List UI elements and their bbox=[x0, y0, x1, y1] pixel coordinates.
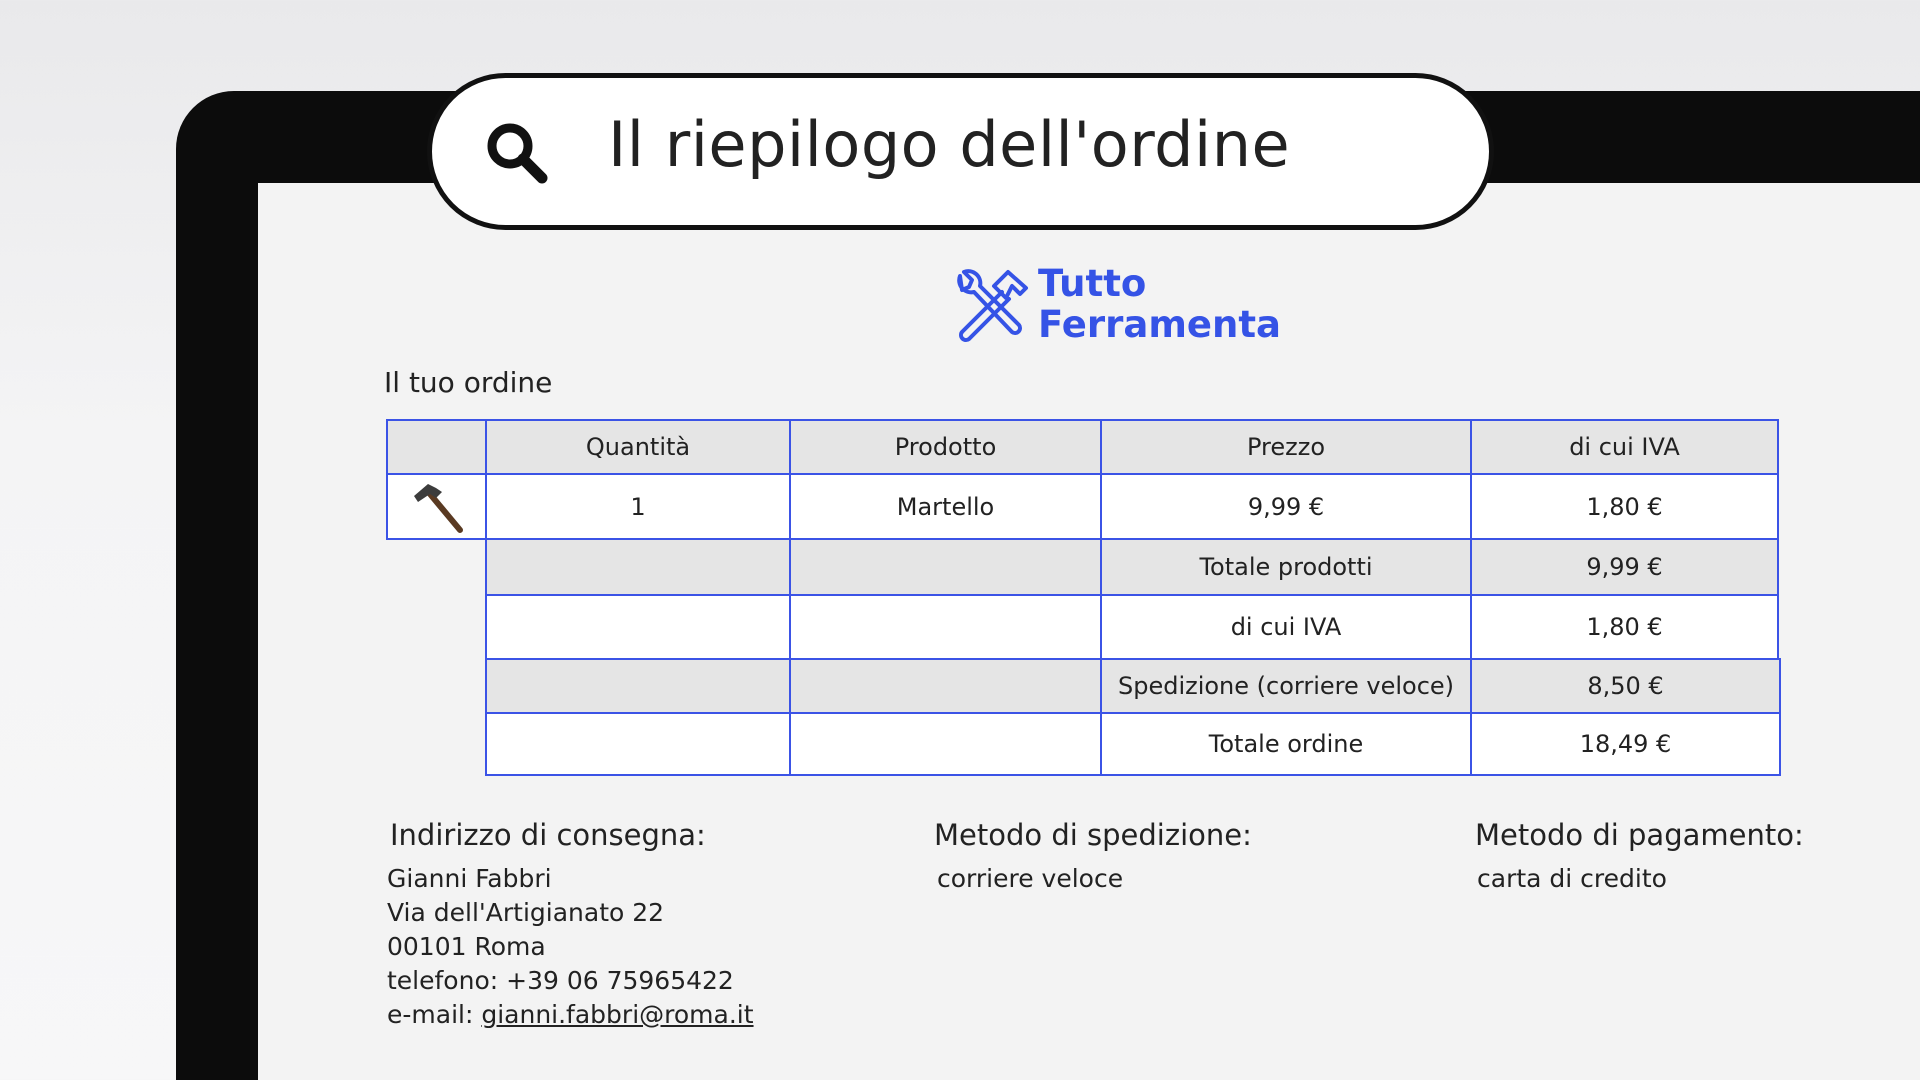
summary-value-shipping: 8,50 € bbox=[1470, 658, 1781, 714]
summary-empty-cell bbox=[485, 538, 791, 596]
shipping-method-title: Metodo di spedizione: bbox=[934, 818, 1252, 852]
address-phone: telefono: +39 06 75965422 bbox=[387, 966, 734, 995]
summary-value-vat: 1,80 € bbox=[1470, 594, 1779, 660]
payment-method-value: carta di credito bbox=[1477, 864, 1667, 893]
tools-logo-icon bbox=[950, 268, 1030, 343]
summary-value-order-total: 18,49 € bbox=[1470, 712, 1781, 776]
summary-value-products-total: 9,99 € bbox=[1470, 538, 1779, 596]
brand-line-2: Ferramenta bbox=[1038, 303, 1281, 346]
header-cell-quantity: Quantità bbox=[485, 419, 791, 475]
summary-empty-cell bbox=[485, 712, 791, 776]
email-label: e-mail: bbox=[387, 1000, 482, 1029]
summary-empty-cell bbox=[789, 594, 1102, 660]
summary-empty-cell bbox=[485, 658, 791, 714]
address-email-line bbox=[387, 1000, 754, 1029]
header-cell-icon bbox=[386, 419, 487, 475]
brand-line-1: Tutto bbox=[1038, 262, 1147, 305]
search-bar[interactable] bbox=[427, 73, 1494, 230]
shipping-address-title: Indirizzo di consegna: bbox=[390, 818, 706, 852]
address-street: Via dell'Artigianato 22 bbox=[387, 898, 665, 927]
item-vat-cell: 1,80 € bbox=[1470, 473, 1779, 540]
item-quantity-cell: 1 bbox=[485, 473, 791, 540]
summary-empty-cell bbox=[789, 712, 1102, 776]
payment-method-title: Metodo di pagamento: bbox=[1475, 818, 1804, 852]
summary-label-products-total: Totale prodotti bbox=[1100, 538, 1472, 596]
order-title: Il tuo ordine bbox=[384, 366, 553, 399]
item-product-cell: Martello bbox=[789, 473, 1102, 540]
search-query[interactable]: Il riepilogo dell'ordine bbox=[608, 108, 1291, 181]
email-link[interactable]: gianni.fabbri@roma.it bbox=[481, 1000, 754, 1029]
header-cell-vat: di cui IVA bbox=[1470, 419, 1779, 475]
address-city: 00101 Roma bbox=[387, 932, 546, 961]
header-cell-product: Prodotto bbox=[789, 419, 1102, 475]
search-icon bbox=[482, 118, 552, 188]
summary-label-shipping: Spedizione (corriere veloce) bbox=[1100, 658, 1472, 714]
hammer-icon bbox=[406, 478, 468, 536]
item-price-cell: 9,99 € bbox=[1100, 473, 1472, 540]
summary-empty-cell bbox=[789, 658, 1102, 714]
brand-name bbox=[1038, 263, 1281, 345]
summary-label-vat: di cui IVA bbox=[1100, 594, 1472, 660]
address-name: Gianni Fabbri bbox=[387, 864, 552, 893]
item-icon-cell bbox=[386, 473, 487, 540]
summary-label-order-total: Totale ordine bbox=[1100, 712, 1472, 776]
summary-empty-cell bbox=[789, 538, 1102, 596]
summary-empty-cell bbox=[485, 594, 791, 660]
header-cell-price: Prezzo bbox=[1100, 419, 1472, 475]
shipping-method-value: corriere veloce bbox=[937, 864, 1124, 893]
